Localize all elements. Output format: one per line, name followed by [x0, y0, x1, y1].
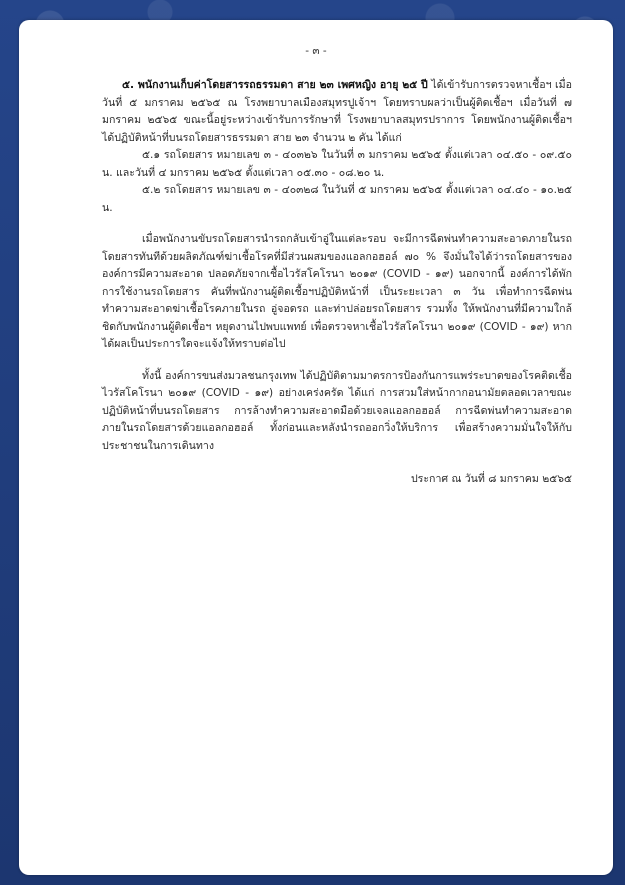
spacer — [102, 217, 572, 231]
document-page — [19, 20, 613, 875]
page-number: - ๓ - — [305, 45, 327, 57]
item-5-text: ได้เข้ารับการตรวจหาเชื้อฯ เมื่อวันที่ ๕ มกราคม ๒๕๖๕ ณ โรงพยาบาลเมืองสมุทรปูเจ้าฯ โดยทราบผลว่าเป็นผู้ติดเชื้อฯ เมื่อวันที่ ๗ มกราคม ๒๕๖๕ ขณะนี้อยู่ระหว่างเข้ารับการรักษาที่ โรงพยาบาลสมุทรปราการ โดยพนักงานผู้ติดเชื้อฯ ได้ปฏิบัติหน้าที่บนรถโดยสารธรรมดา สาย ๒๓ จำนวน ๒ คัน ได้แก่ — [102, 79, 572, 144]
sub-item-5-2: ๕.๒ รถโดยสาร หมายเลข ๓ - ๔๐๓๒๘ ในวันที่ ๕ มกราคม ๒๕๖๕ ตั้งแต่เวลา ๐๔.๔๐ - ๑๐.๒๕ น. — [102, 184, 572, 214]
item-5-heading: ๕. พนักงานเก็บค่าโดยสารรถธรรมดา สาย ๒๓ เพศหญิง อายุ ๒๕ ปี — [122, 79, 428, 91]
item-5-paragraph — [102, 77, 572, 147]
cleaning-paragraph: เมื่อพนักงานขับรถโดยสารนำรถกลับเข้าอู่ในแต่ละรอบ จะมีการฉีดพ่นทำความสะอาดภายในรถโดยสารทันทีด้วยผลิตภัณฑ์ฆ่าเชื้อโรคที่มีส่วนผสมของแอลกอฮอล์ ๗๐ % จึงมั่นใจได้ว่ารถโดยสารขององค์การมีความสะอาด ปลอดภัยจากเชื้อไวรัสโคโรนา ๒๐๑๙ (COVID - ๑๙) นอกจากนี้ องค์การได้พักการใช้งานรถโดยสาร คันที่พนักงานผู้ติดเชื้อฯปฏิบัติหน้าที่ เป็นระยะเวลา ๓ วัน เพื่อทำการฉีดพ่นทำความสะอาดฆ่าเชื้อโรคภายในรถ อู่จอดรถ และท่าปล่อยรถโดยสาร รวมทั้ง ให้พนักงานที่มีความใกล้ชิดกับพนักงานผู้ติดเชื้อฯ หยุดงานไปพบแพทย์ เพื่อตรวจหาเชื้อไวรัสโคโรนา ๒๐๑๙ (COVID - ๑๙) หากได้ผลเป็นประการใดจะแจ้งให้ทราบต่อไป — [102, 233, 572, 350]
spacer — [102, 354, 572, 368]
document-body — [102, 77, 572, 489]
announcement-date: ประกาศ ณ วันที่ ๘ มกราคม ๒๕๖๕ — [410, 473, 572, 485]
measures-paragraph: ทั้งนี้ องค์การขนส่งมวลชนกรุงเทพ ได้ปฏิบัติตามมาตรการป้องกันการแพร่ระบาดของโรคติดเชื้อไวรัสโคโรนา ๒๐๑๙ (COVID - ๑๙) อย่างเคร่งครัด ได้แก่ การสวมใส่หน้ากากอนามัยตลอดเวลาขณะปฏิบัติหน้าที่บนรถโดยสาร การล้างทำความสะอาดมือด้วยเจลแอลกอฮอล์ การฉีดพ่นทำความสะอาดภายในรถโดยสารด้วยแอลกอฮอล์ ทั้งก่อนและหลังนำรถออกวิ่งให้บริการ เพื่อสร้างความมั่นใจให้กับประชาชนในการเดินทาง — [102, 369, 572, 452]
sub-item-5-1: ๕.๑ รถโดยสาร หมายเลข ๓ - ๔๐๓๒๖ ในวันที่ ๓ มกราคม ๒๕๖๕ ตั้งแต่เวลา ๐๔.๕๐ - ๐๙.๕๐ น. และวันที่ ๔ มกราคม ๒๕๖๕ ตั้งแต่เวลา ๐๕.๓๐ - ๐๘.๒๐ น. — [102, 149, 572, 179]
